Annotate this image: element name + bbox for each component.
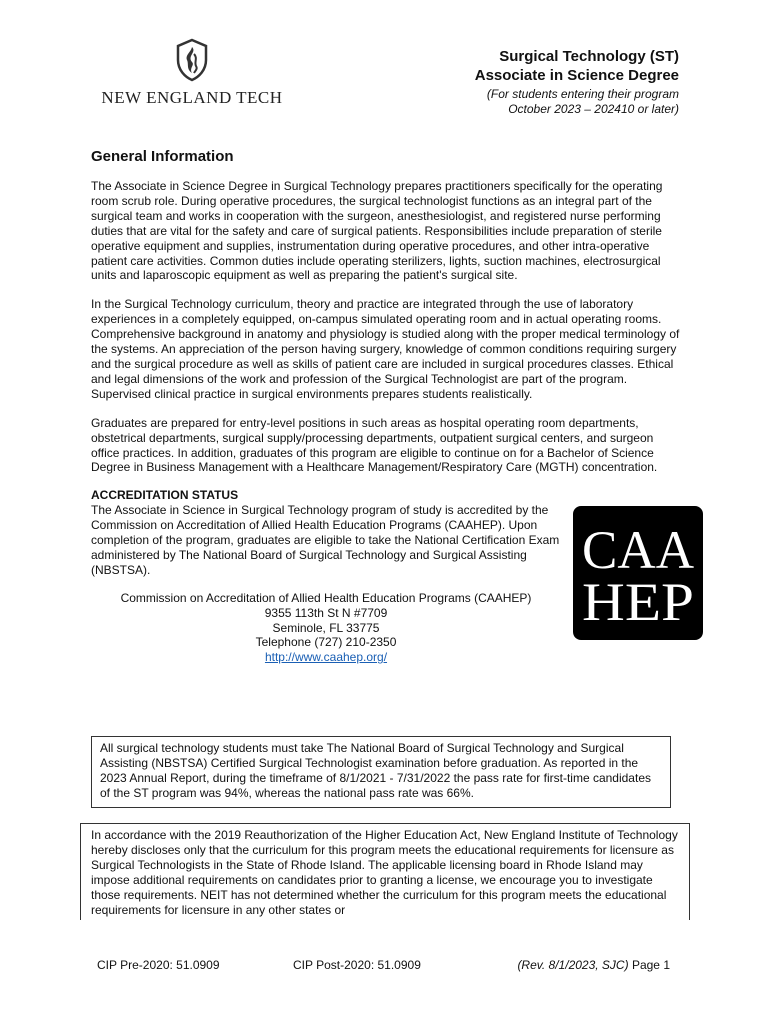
footer-page-number: Page 1: [631, 958, 670, 972]
new-england-tech-logo: [100, 38, 284, 108]
caahep-logo: [573, 506, 703, 640]
program-entry-date: October 2023 – 202410 or later): [508, 102, 679, 116]
degree-title: Associate in Science Degree: [474, 67, 679, 84]
general-paragraph-3: Graduates are prepared for entry-level positions in such areas as hospital operating room departments, obstetrical departments, surgical supply/processing departments, outpatient surgical centers, and surgeon office practices. In addition, graduates of this program are eligible to continue on for a Bachelor of Science Degree in Business Management with a Healthcare Management/Respiratory Care (MGTH) concentration.: [91, 415, 658, 475]
document-header: [475, 47, 679, 117]
footer-cip-post-2020: CIP Post-2020: 51.0909: [293, 958, 421, 972]
footer-cip-pre-2020: CIP Pre-2020: 51.0909: [97, 958, 220, 972]
logo-name: NEW ENGLAND TECH: [101, 88, 283, 107]
caahep-address: [91, 591, 561, 666]
licensure-disclosure-notice: In accordance with the 2019 Reauthorization of the Higher Education Act, New England Institute of Technology hereby discloses only that the curriculum for this program meets the educational requirements for licensure as Surgical Technologists in the State of Rhode Island. The applicable licensing board in Rhode Island may impose additional requirements on candidates prior to granting a license, we encourage you to investigate those requirements. NEIT has not determined whether the curriculum for this program meets the educational requirements for licensure in any other states or: [80, 823, 690, 920]
caahep-street: 9355 113th St N #7709: [264, 605, 388, 620]
accreditation-text: The Associate in Science in Surgical Technology program of study is accredited by the Commission on Accreditation of Allied Health Education Programs (CAAHEP). Upon completion of the program, graduates are eligible to take the National Certification Exam administered by The National Board of Surgical Technology and Surgical Assisting (NBSTSA).: [91, 503, 560, 577]
footer-revision: (Rev. 8/1/2023, SJC): [517, 958, 629, 972]
accreditation-section: [91, 488, 694, 665]
caahep-org-name: Commission on Accreditation of Allied Health Education Programs (CAAHEP): [120, 590, 532, 605]
caahep-city: Seminole, FL 33775: [272, 620, 380, 635]
caahep-logo-line1: CAA: [582, 520, 694, 581]
general-information-heading: General Information: [91, 148, 234, 165]
caahep-phone: Telephone (727) 210-2350: [255, 635, 397, 650]
general-paragraph-1: The Associate in Science Degree in Surgical Technology prepares practitioners specifically for the operating room scrub role. During operative procedures, the surgical technologist functions as an integral part of the surgical team and works in cooperation with the surgeon, anesthesiologist, and registered nurse performing duties that are vital for the safety and care of surgical patients. Responsibilities include preparation of sterile operative equipment and supplies, instrumentation during operative procedures, and other intra-operative patient care activities. Common duties include operating sterilizers, lights, suction machines, electrosurgical units and laparoscopic equipment as well as preparing the patient's surgical site.: [91, 179, 663, 283]
shield-flame-icon: [175, 38, 209, 82]
exam-pass-rate-notice: All surgical technology students must take The National Board of Surgical Technology and Surgical Assisting (NBSTSA) Certified Surgical Technologist examination before graduation. As reported in the 2023 Annual Report, during the timeframe of 8/1/2021 - 7/31/2022 the pass rate for first-time candidates of the ST program was 94%, whereas the national pass rate was 66%.: [91, 736, 671, 808]
general-paragraph-2: In the Surgical Technology curriculum, theory and practice are integrated through the use of laboratory experiences in a completely equipped, on-campus simulated operating room and in actual operating rooms. Comprehensive background in anatomy and physiology is studied along with the proper medical terminology of the systems. An appreciation of the person having surgery, knowledge of common conditions requiring surgery and the surgical procedure as well as skills of patient care are included in surgical procedures classes. Ethical and legal dimensions of the work and profession of the Surgical Technologist are part of the program. Supervised clinical practice in surgical environments prepares students realistically.: [91, 297, 680, 401]
program-title: Surgical Technology (ST): [499, 48, 679, 65]
footer-revision-page: [517, 958, 670, 972]
main-content: [91, 148, 694, 665]
accreditation-heading: ACCREDITATION STATUS: [91, 488, 239, 503]
caahep-logo-line2: HEP: [582, 572, 694, 633]
caahep-website-link[interactable]: http://www.caahep.org/: [264, 650, 388, 665]
program-entry-note: (For students entering their program: [486, 87, 679, 101]
